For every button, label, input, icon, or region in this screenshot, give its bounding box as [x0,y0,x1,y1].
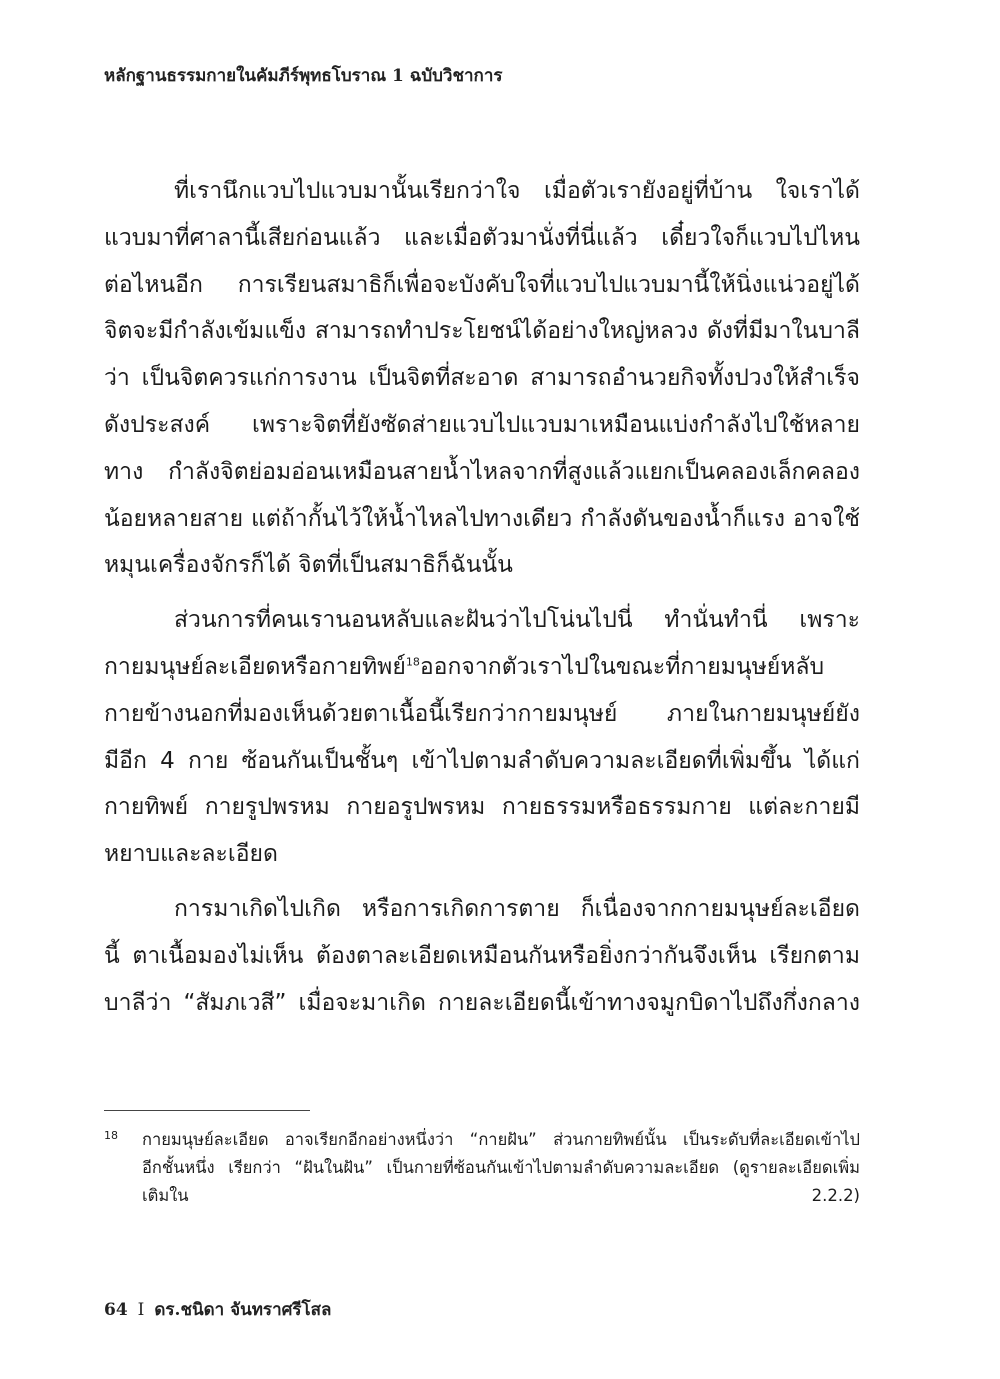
text-line: จิตจะมีกำลังเข้มแข็ง สามารถทำประโยชน์ได้อย่างใหญ่หลวง ดังที่มีมาในบาลี [104,318,860,345]
text-line: หยาบและละเอียด [104,841,278,868]
footnote-reference[interactable]: 18 [405,655,420,669]
text-line: หมุนเครื่องจักรก็ได้ จิตที่เป็นสมาธิก็ฉันนั้น [104,552,513,579]
footnote-text [142,1126,860,1210]
text-line: กายทิพย์ กายรูปพรหม กายอรูปพรหม กายธรรมหรือธรรมกาย แต่ละกายมี [104,794,860,821]
footnote [104,1126,860,1210]
text-line: มีอีก 4 กาย ซ้อนกันเป็นชั้นๆ เข้าไปตามลำดับความละเอียดที่เพิ่มขึ้น ได้แก่ [104,747,860,774]
text-line: ดังประสงค์ เพราะจิตที่ยังซัดส่ายแวบไปแวบมาเหมือนแบ่งกำลังไปใช้หลาย [104,411,860,438]
text-line: น้อยหลายสาย แต่ถ้ากั้นไว้ให้น้ำไหลไปทางเดียว กำลังดันของน้ำก็แรง อาจใช้ [104,505,860,532]
text-line: ส่วนการที่คนเรานอนหลับและฝันว่าไปโน่นไปนี่ ทำนั่นทำนี่ เพราะ [174,607,860,634]
footer-separator: I [137,1300,145,1320]
text-line: การมาเกิดไปเกิด หรือการเกิดการตาย ก็เนื่องจากกายมนุษย์ละเอียด [174,895,860,922]
text-line-with-footnote-ref [104,644,860,691]
text-segment: ออกจากตัวเราไปในขณะที่กายมนุษย์หลับ [419,653,825,680]
text-line: ที่เรานึกแวบไปแวบมานั้นเรียกว่าใจ เมื่อตัวเรายังอยู่ที่บ้าน ใจเราได้ [174,178,860,204]
text-line: ว่า เป็นจิตควรแก่การงาน เป็นจิตที่สะอาด สามารถอำนวยกิจทั้งปวงให้สำเร็จ [104,365,860,392]
text-line: บาลีว่า “สัมภเวสี” เมื่อจะมาเกิด กายละเอียดนี้เข้าทางจมูกบิดาไปถึงกึ่งกลาง [104,989,860,1016]
footnote-line: อีกชั้นหนึ่ง เรียกว่า “ฝันในฝัน” เป็นกายที่ซ้อนกันเข้าไปตามลำดับความละเอียด (ดูรายละเอียดเพิ่ม [142,1158,860,1177]
footnote-number: 18 [104,1129,118,1142]
running-header: หลักฐานธรรมกายในคัมภีร์พุทธโบราณ 1 ฉบับวิชาการ [104,66,503,86]
footnote-divider [104,1110,310,1111]
author-name: ดร.ชนิดา จันทราศรีโสล [154,1300,332,1320]
footnote-line: กายมนุษย์ละเอียด อาจเรียกอีกอย่างหนึ่งว่า “กายฝัน” ส่วนกายทิพย์นั้น เป็นระดับที่ละเอียดเข้าไป [142,1130,860,1149]
text-line: กายข้างนอกที่มองเห็นด้วยตาเนื้อนี้เรียกว่ากายมนุษย์ ภายในกายมนุษย์ยัง [104,700,860,727]
paragraph-3 [104,886,860,1026]
body-text [104,168,860,1034]
paragraph-1 [104,168,860,589]
text-line: แวบมาที่ศาลานี้เสียก่อนแล้ว และเมื่อตัวมานั่งที่นี่แล้ว เดี๋ยวใจก็แวบไปไหน [104,224,860,251]
page-footer [104,1296,331,1323]
text-line: ต่อไหนอีก การเรียนสมาธิก็เพื่อจะบังคับใจที่แวบไปแวบมานี้ให้นิ่งแน่วอยู่ได้ [104,271,860,298]
paragraph-2 [104,597,860,878]
text-line: นี้ ตาเนื้อมองไม่เห็น ต้องตาละเอียดเหมือนกันหรือยิ่งกว่ากันจึงเห็น เรียกตาม [104,942,860,969]
text-segment: กายมนุษย์ละเอียดหรือกายทิพย์ [104,653,406,680]
footnote-line: เติมใน 2.2.2) [142,1186,860,1205]
page-number: 64 [104,1300,128,1320]
text-line: ทาง กำลังจิตย่อมอ่อนเหมือนสายน้ำไหลจากที่สูงแล้วแยกเป็นคลองเล็กคลอง [104,458,860,485]
